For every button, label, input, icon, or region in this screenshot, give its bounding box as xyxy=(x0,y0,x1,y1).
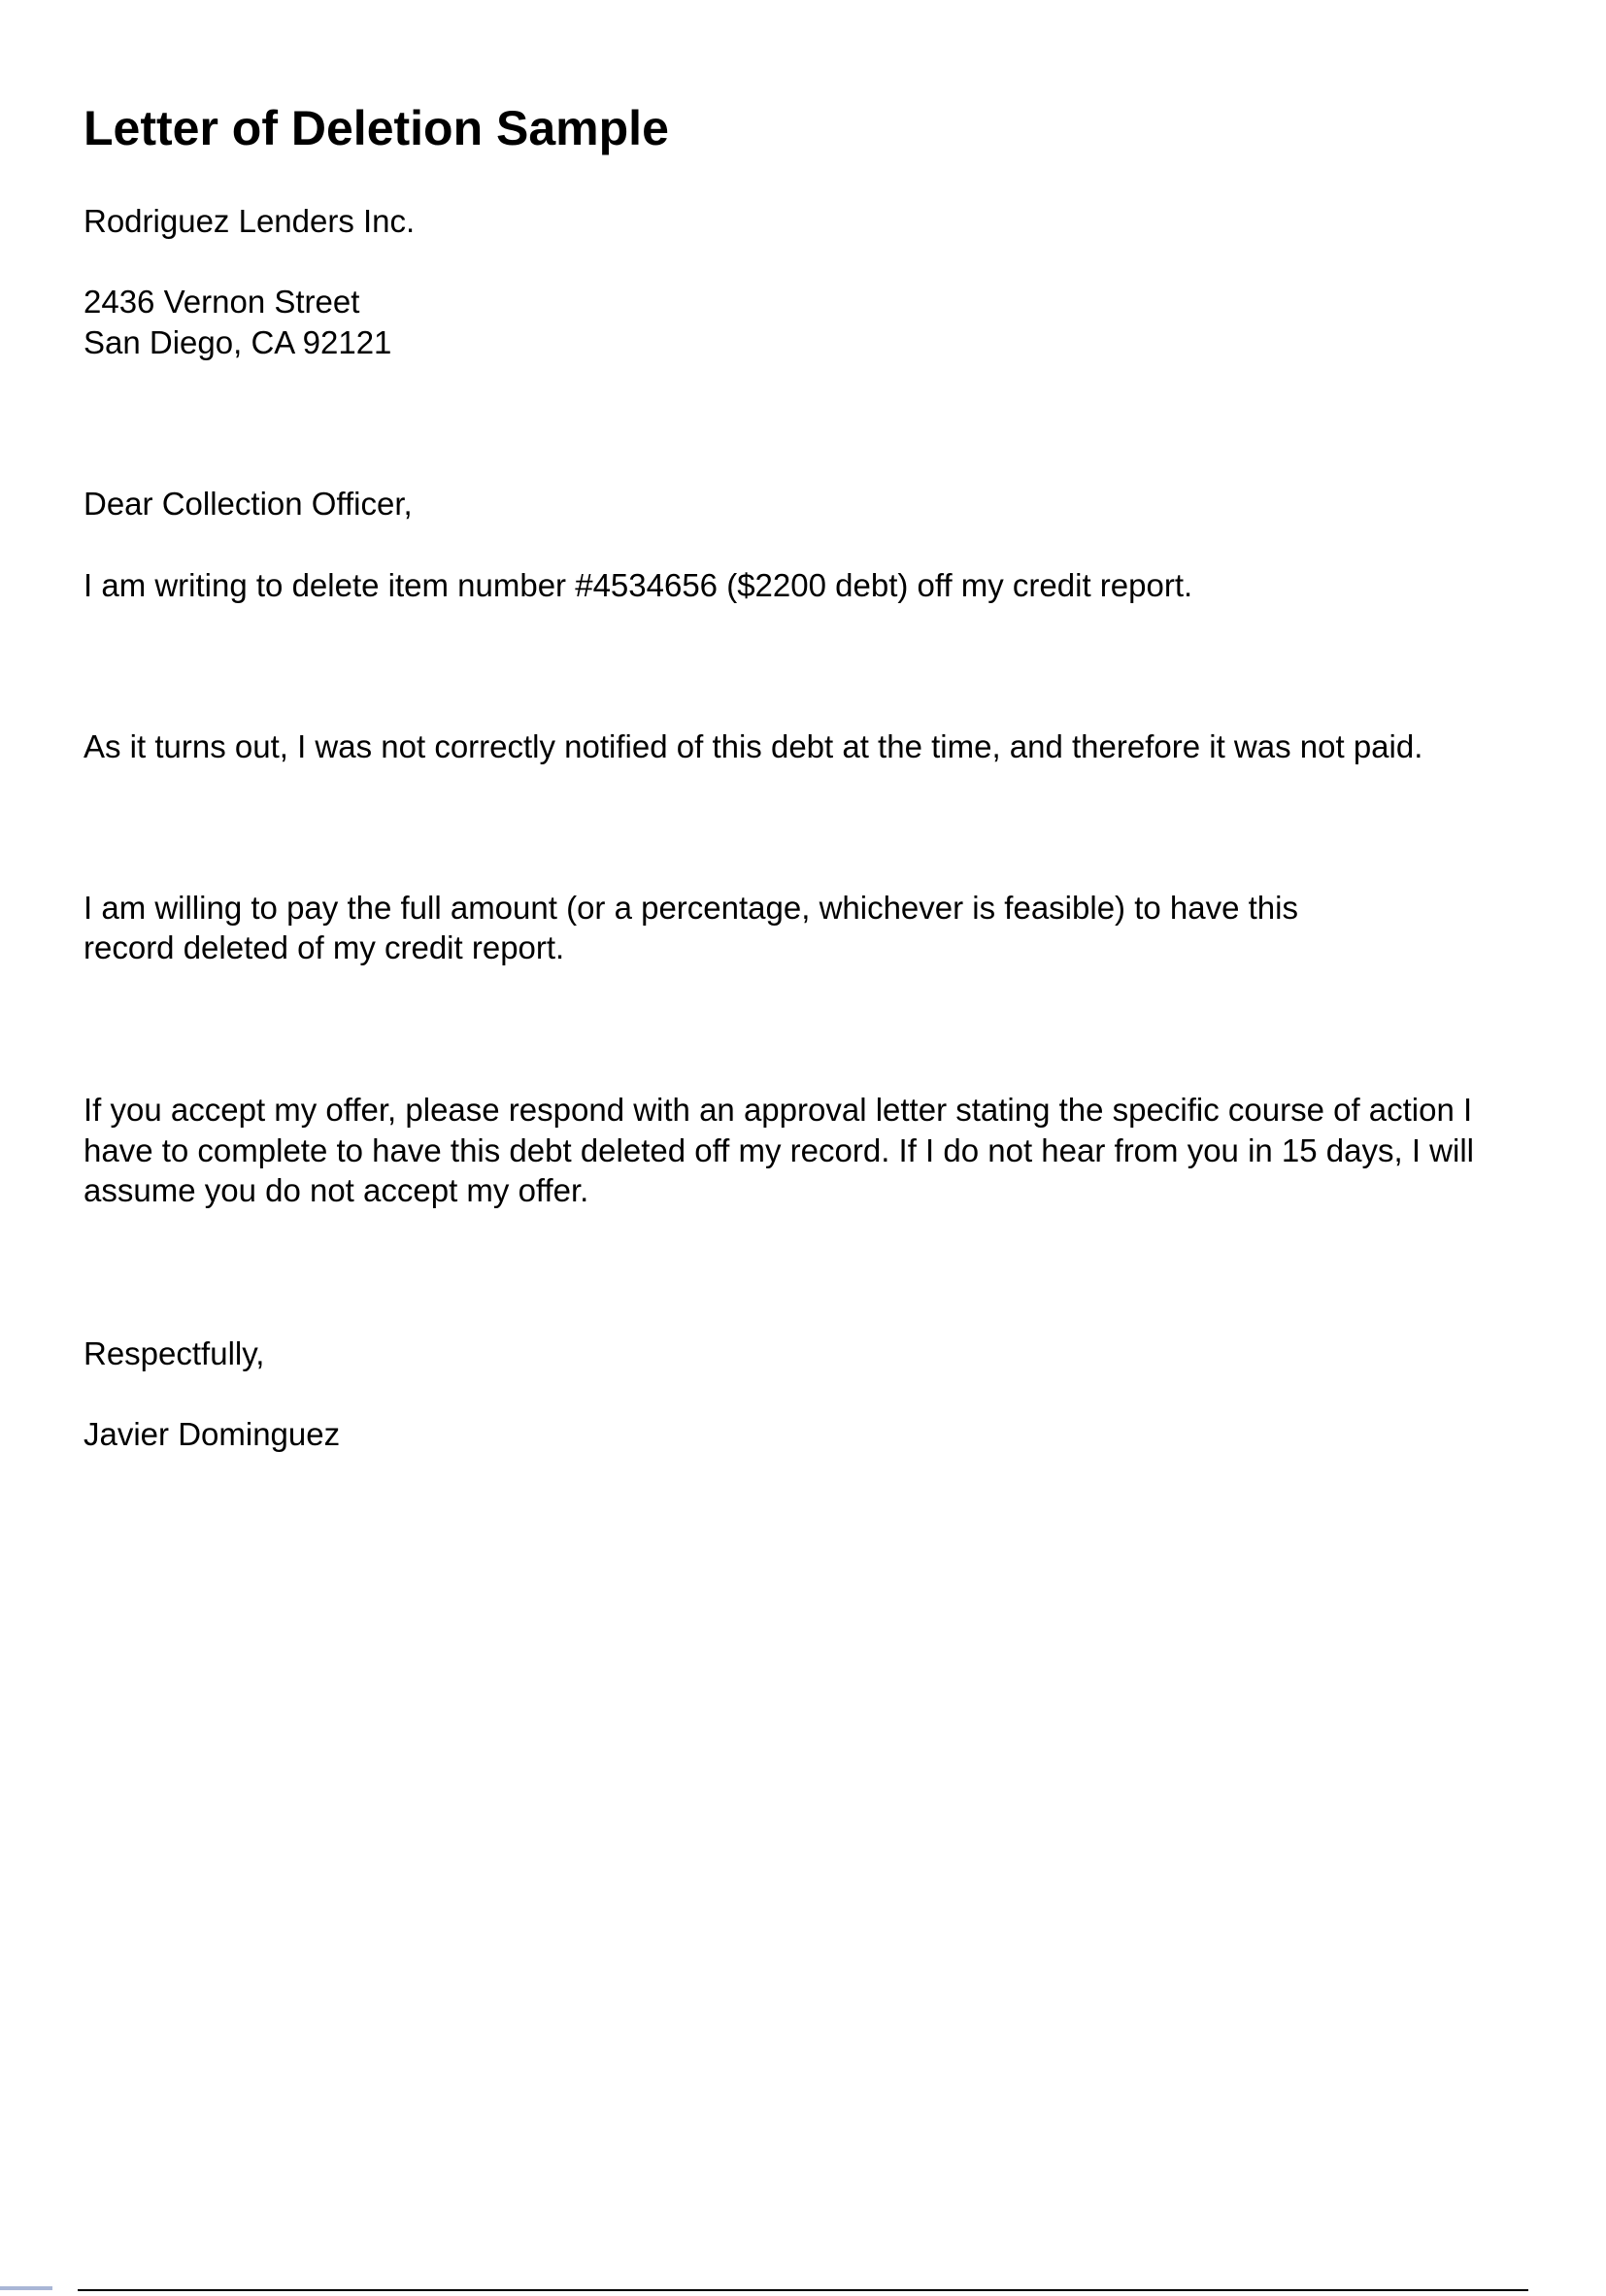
paragraph-3-line-1: I am willing to pay the full amount (or a percentage, whichever is feasible) to have this xyxy=(84,890,1298,926)
paragraph-4-line-2: have to complete to have this debt deleted off my record. If I do not hear from you in 15 days, I will xyxy=(84,1132,1475,1168)
footer-divider xyxy=(78,2289,1528,2291)
document-title: Letter of Deletion Sample xyxy=(84,101,669,155)
salutation: Dear Collection Officer, xyxy=(84,486,413,522)
recipient-company: Rodriguez Lenders Inc. xyxy=(84,203,416,239)
paragraph-4-line-3: assume you do not accept my offer. xyxy=(84,1172,589,1208)
recipient-city-state-zip: San Diego, CA 92121 xyxy=(84,324,392,360)
signature-name: Javier Dominguez xyxy=(84,1416,341,1452)
footer-watermark-mark xyxy=(0,2286,52,2290)
paragraph-1-line-1: I am writing to delete item number #4534656 ($2200 debt) off my credit report. xyxy=(84,567,1193,603)
closing: Respectfully, xyxy=(84,1335,265,1371)
paragraph-3-line-2: record deleted of my credit report. xyxy=(84,929,565,965)
recipient-street: 2436 Vernon Street xyxy=(84,284,360,320)
paragraph-2-line-1: As it turns out, I was not correctly notified of this debt at the time, and therefore it was not paid. xyxy=(84,728,1423,764)
paragraph-4-line-1: If you accept my offer, please respond with an approval letter stating the specific course of action I xyxy=(84,1092,1473,1128)
